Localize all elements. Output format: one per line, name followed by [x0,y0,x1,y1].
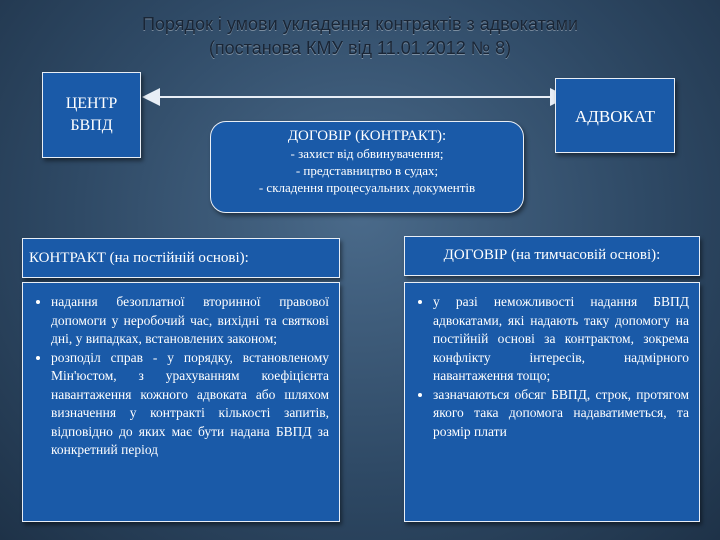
temporary-heading-bold: ДОГОВІР [443,247,508,263]
advokat-box [555,78,675,153]
page-title [40,12,680,60]
temporary-list [413,293,689,441]
list-item: • розподіл справ - у порядку, встановленому Мін'юстом, з урахуванням коефіцієнта навантаження кожного адвоката або шляхом визначення у контракті кількості запитів, відповідно до яких має бути надана БВПД за конкретний період [51,349,329,460]
centre-line-1: ЦЕНТР [65,95,118,112]
title-line-2: (постанова КМУ від 11.01.2012 № 8) [208,38,512,58]
double-arrow [140,85,570,109]
centre-line-2: БВПД [70,117,113,134]
temporary-list-box [404,282,700,522]
permanent-heading-bold: КОНТРАКТ [29,250,106,266]
contract-item: - складення процесуальних документів [258,180,476,195]
contract-item: - представництво в судах; [295,163,439,178]
list-item: • надання безоплатної вторинної правової допомоги у неробочий час, вихідні та святкові дні, у випадках, встановлених законом; [51,293,329,349]
permanent-list-box [22,282,340,522]
contract-box [210,121,524,213]
temporary-heading-rest: (на тимчасовій основі): [507,247,661,263]
permanent-list [31,293,329,460]
contract-heading: ДОГОВІР (КОНТРАКТ): [287,128,447,144]
centre-box [42,72,141,158]
temporary-heading-box [404,236,700,276]
title-line-1: Порядок і умови укладення контрактів з адвокатами [141,14,579,34]
contract-item: - захист від обвинувачення; [290,146,444,161]
permanent-heading-rest: (на постійній основі): [105,250,249,266]
list-item: • у разі неможливості надання БВПД адвокатами, які надають таку допомогу на постійній основі за контрактом, зокрема конфлікту інтересів, надмірного навантаження тощо; [433,293,689,386]
advokat-label: АДВОКАТ [575,107,655,126]
permanent-heading-box [22,238,340,278]
list-item: • зазначаються обсяг БВПД, строк, протягом якого така допомога надаватиметься, та розмір плати [433,386,689,442]
